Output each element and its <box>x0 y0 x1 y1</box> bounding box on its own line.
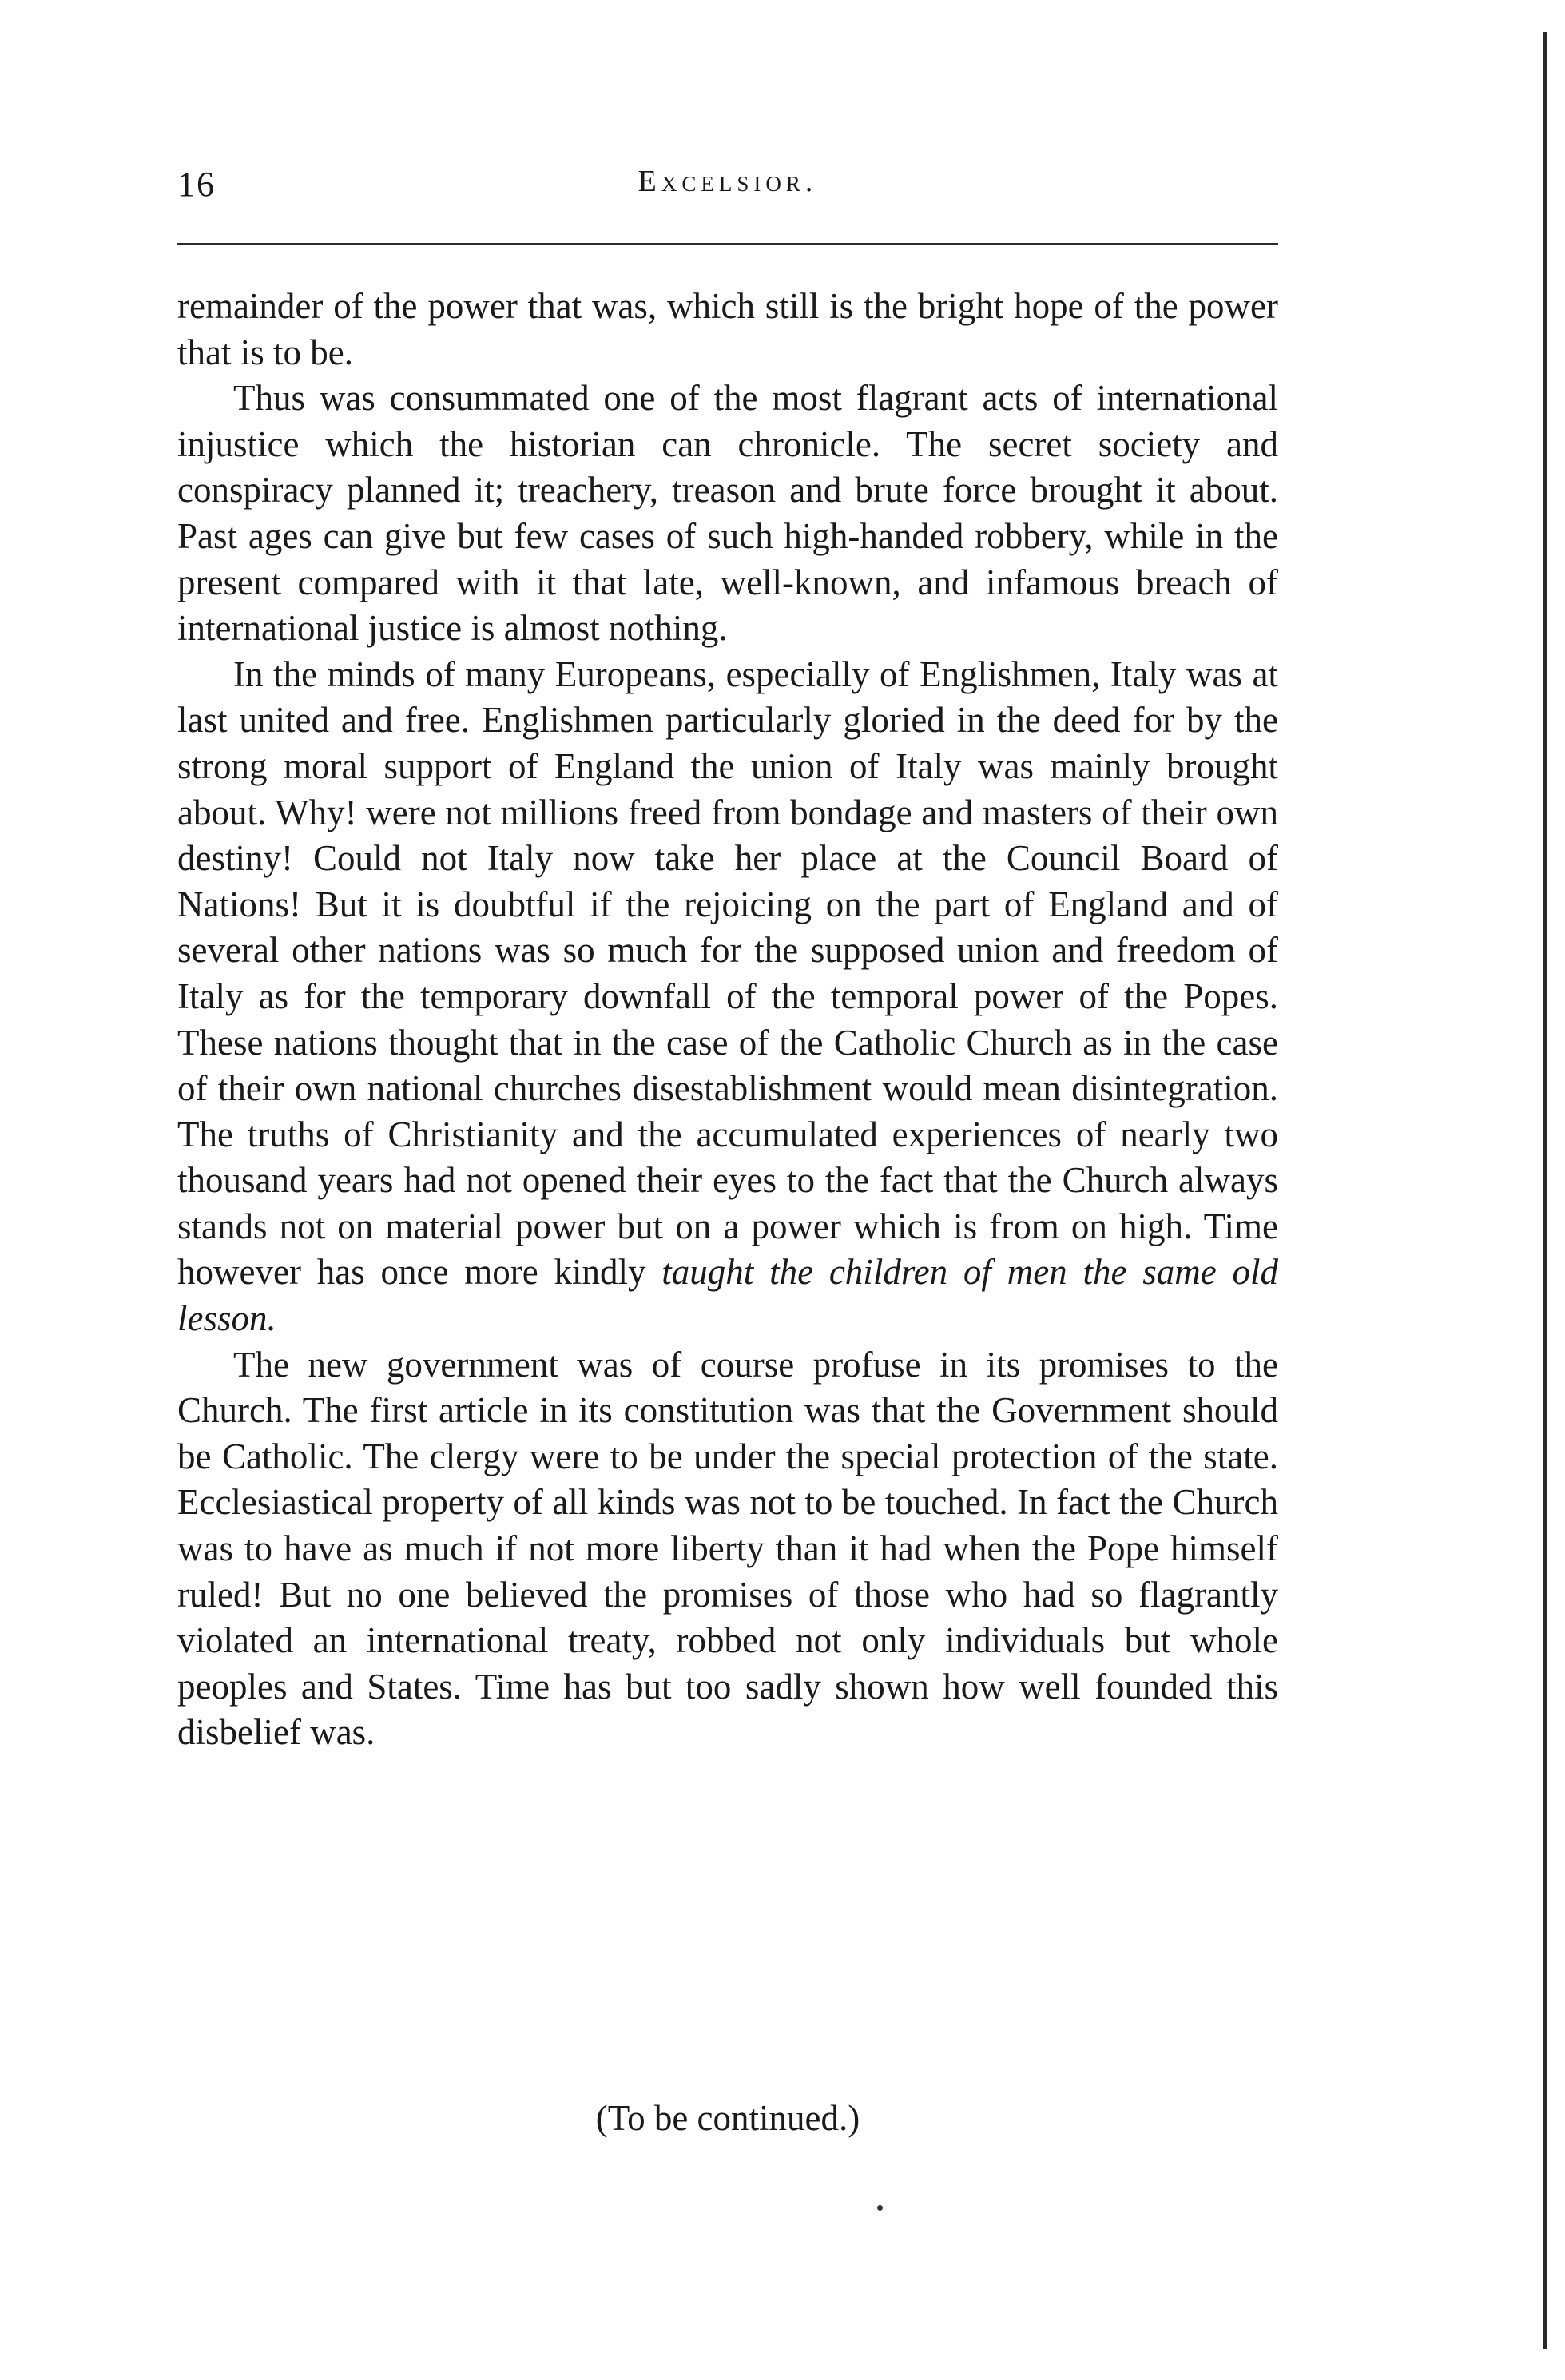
article-body <box>177 284 1278 1756</box>
scan-margin-line <box>1543 32 1547 2349</box>
to-be-continued: (To be continued.) <box>595 2098 860 2138</box>
paragraph-3 <box>177 652 1278 1342</box>
paragraph-1: remainder of the power that was, which still is the bright hope of the power that is to be. <box>177 286 1278 372</box>
paragraph-3-text: In the minds of many Europeans, especially of Englishmen, Italy was at last united and free. Englishmen particularly gloried in the deed for by the strong moral support of England the union of Italy was mainly brought about. Why! were not millions freed from bondage and masters of their own destiny! Could not Italy now take her place at the Council Board of Nations! But it is doubtful if the rejoicing on the part of England and of several other nations was so much for the supposed union and freedom of Italy as for the temporary downfall of the temporal power of the Popes. These nations thought that in the case of the Catholic Church as in the case of their own national churches disestablishment would mean disintegration. The truths of Christianity and the accumulated experiences of nearly two thousand years had not opened their eyes to the fact that the Church always stands not on material power but on a power which is from on high. Time however has once more kindly <box>177 654 1278 1293</box>
ink-speck <box>877 2205 883 2211</box>
paragraph-4: The new government was of course profuse in its promises to the Church. The first article in its constitution was that the Government should be Catholic. The clergy were to be under the special protection of the state. Ecclesiastical property of all kinds was not to be touched. In fact the Church was to have as much if not more liberty than it had when the Pope himself ruled! But no one believed the promises of those who had so flagrantly violated an international treaty, robbed not only individuals but whole peoples and States. Time has but too sadly shown how well founded this disbelief was. <box>177 1344 1278 1753</box>
paragraph-2: Thus was consummated one of the most flagrant acts of international injustice which the historian can chronicle. The secret society and conspiracy planned it; treachery, treason and brute force brought it about. Past ages can give but few cases of such high-handed robbery, while in the present compared with it that late, well-known, and infamous breach of international justice is almost nothing. <box>177 378 1278 649</box>
paragraph-3-italic-tail: taught the children of men the same old lesson. <box>177 1252 1279 1339</box>
page-header <box>177 164 1278 212</box>
page-number: 16 <box>177 165 216 204</box>
header-rule <box>177 243 1278 245</box>
running-title: Excelsior. <box>638 165 818 198</box>
